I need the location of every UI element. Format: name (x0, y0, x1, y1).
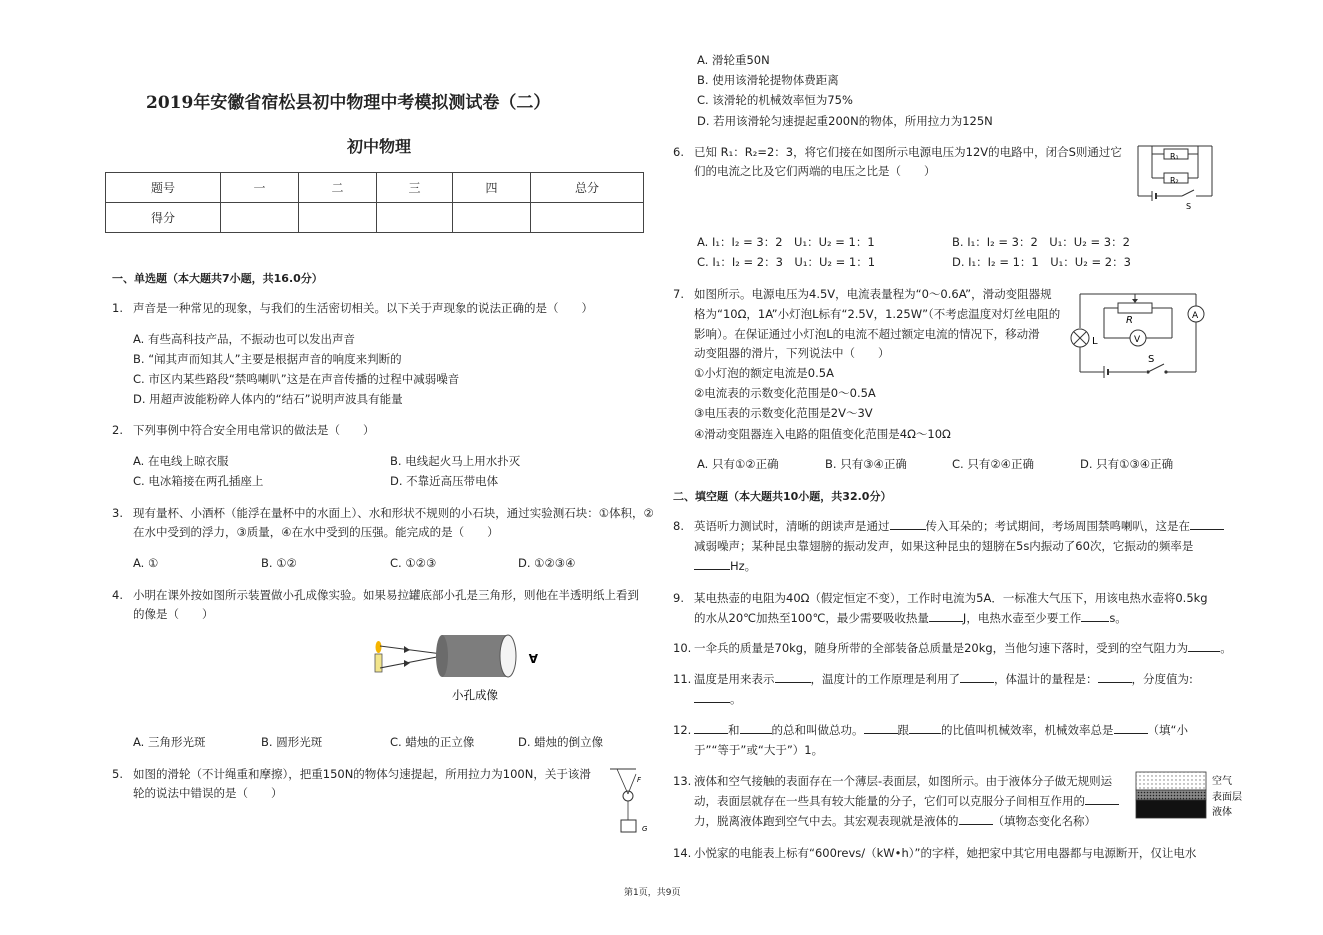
text-segment: 的比值叫机械效率，机械效率总是 (941, 723, 1114, 737)
question-stem-line: 小悦家的电能表上标有“600revs/（kW•h）”的字样，她把家中其它用电器都与电源断开，仅让电水 (694, 846, 1197, 860)
text-segment: 的总和叫做总功。 (771, 723, 864, 737)
table-cell (221, 203, 299, 233)
liquid-label: 液体 (1212, 807, 1232, 818)
rheostat-circuit-figure (1068, 286, 1216, 382)
question-stem-line (694, 689, 742, 709)
option: D. I₁：I₂ = 1：1 U₁：U₂ = 2：3 (952, 255, 1131, 269)
question-stem-line (694, 556, 756, 576)
text-segment: Hz。 (730, 559, 757, 573)
page-subtitle: 初中物理 (347, 137, 412, 156)
figure-caption: 小孔成像 (452, 688, 498, 702)
option: D. ①②③④ (518, 556, 576, 570)
option: A. 滑轮重50N (697, 53, 770, 67)
question-stem-line: 于”“等于”或“大于”）1。 (694, 743, 824, 757)
table-cell: 题号 (106, 173, 221, 203)
answer-blank[interactable] (959, 812, 993, 825)
surface-layer-figure (1134, 770, 1254, 822)
option: B. “闻其声而知其人”主要是根据声音的响度来判断的 (133, 352, 402, 366)
question-stem-line: 们的电流之比及它们两端的电压之比是（ ） (694, 164, 936, 178)
question-stem-line: 如图所示。电源电压为4.5V，电流表量程为“0～0.6A”，滑动变阻器规 (694, 287, 1052, 301)
lamp-label: L (1092, 336, 1098, 347)
text-segment: 跟 (897, 723, 909, 737)
table-cell: 一 (221, 173, 299, 203)
question-stem-line: 小明在课外按如图所示装置做小孔成像实验。如果易拉罐底部小孔是三角形，则他在半透明纸上看到 (133, 588, 639, 602)
parallel-circuit-figure (1132, 140, 1218, 212)
answer-blank[interactable] (1098, 670, 1132, 683)
option: C. 市区内某些路段“禁鸣喇叭”这是在声音传播的过程中减弱噪音 (133, 372, 460, 386)
text-segment: 一伞兵的质量是70kg，随身所带的全部装备总质量是20kg，当他匀速下落时，受到的空气阻力为 (694, 641, 1189, 655)
option: B. 使用该滑轮提物体费距离 (697, 73, 839, 87)
question-stem-line: 现有量杯、小酒杯（能浮在量杯中的水面上）、水和形状不规则的小石块，通过实验测石块：①体积，② (133, 506, 654, 520)
option: D. 用超声波能粉碎人体内的“结石”说明声波具有能量 (133, 392, 403, 406)
answer-blank[interactable] (1188, 639, 1220, 652)
inverted-image-glyph: A (528, 651, 538, 665)
option: C. 电冰箱接在两孔插座上 (133, 474, 264, 488)
voltmeter-label: V (1134, 335, 1141, 345)
question-number: 2. (112, 423, 123, 437)
table-cell: 二 (299, 173, 377, 203)
option: D. 蜡烛的倒立像 (518, 735, 604, 749)
option: B. 只有③④正确 (825, 457, 907, 471)
section-heading: 二、填空题（本大题共10小题，共32.0分） (673, 490, 892, 503)
question-stem-line: 已知 R₁：R₂=2：3，将它们接在如图所示电源电压为12V的电路中，闭合S则通过它 (694, 145, 1122, 159)
option: A. ① (133, 556, 159, 570)
text-segment: 和 (728, 723, 740, 737)
question-stem-line (694, 811, 1096, 831)
weight-label: G (642, 825, 648, 833)
switch-label: S (1148, 354, 1155, 365)
text-segment: 传入耳朵的；考试期间，考场周围禁鸣喇叭，这是在 (925, 519, 1190, 533)
option: B. ①② (261, 556, 297, 570)
text-segment: J，电热水壶至少要工作 (962, 611, 1082, 625)
question-stem: 声音是一种常见的现象，与我们的生活密切相关。以下关于声现象的说法正确的是（ ） (133, 301, 593, 315)
option: D. 只有①③④正确 (1080, 457, 1174, 471)
option: D. 若用该滑轮匀速提起重200N的物体，所用拉力为125N (697, 114, 993, 128)
question-number: 9. (673, 591, 684, 605)
table-cell (377, 203, 453, 233)
text-segment: ，分度值为: (1131, 672, 1193, 686)
table-row (106, 203, 644, 233)
question-stem-line (694, 638, 1232, 658)
question-number: 8. (673, 519, 684, 533)
force-label: F (637, 776, 642, 784)
option: B. 圆形光斑 (261, 735, 323, 749)
table-cell: 三 (377, 173, 453, 203)
question-stem-line (694, 791, 1119, 811)
option: D. 不靠近高压带电体 (390, 474, 499, 488)
score-table (105, 172, 644, 233)
answer-blank[interactable] (1085, 792, 1119, 805)
text-segment: 的水从20℃加热至100℃，最少需要吸收热量 (694, 611, 929, 625)
text-segment: （填物态变化名称） (992, 814, 1096, 828)
air-label: 空气 (1212, 776, 1232, 787)
option: B. I₁：I₂ = 3：2 U₁：U₂ = 3：2 (952, 235, 1130, 249)
section-heading: 一、单选题（本大题共7小题，共16.0分） (112, 272, 323, 285)
surface-layer-label: 表面层 (1212, 792, 1242, 803)
statement: ③电压表的示数变化范围是2V～3V (694, 406, 873, 420)
text-segment: 英语听力测试时，清晰的朗读声是通过 (694, 519, 890, 533)
question-stem-line: 液体和空气接触的表面存在一个薄层-表面层，如图所示。由于液体分子做无规则运 (694, 774, 1113, 788)
question-number: 3. (112, 506, 123, 520)
question-stem-line (694, 720, 1188, 740)
text-segment: 动，表面层就存在一些具有较大能量的分子，它们可以克服分子间相互作用的 (694, 794, 1085, 808)
question-number: 6. (673, 145, 684, 159)
option: B. 电线起火马上用水扑灭 (390, 454, 521, 468)
option: A. 只有①②正确 (697, 457, 779, 471)
answer-blank[interactable] (1081, 609, 1109, 622)
option: C. I₁：I₂ = 2：3 U₁：U₂ = 1：1 (697, 255, 876, 269)
option: A. 三角形光斑 (133, 735, 206, 749)
answer-blank[interactable] (694, 690, 730, 703)
statement: ④滑动变阻器连入电路的阻值变化范围是4Ω～10Ω (694, 427, 951, 441)
question-number: 13. (673, 774, 692, 788)
switch-label: S (1186, 202, 1192, 211)
answer-blank[interactable] (960, 670, 994, 683)
text-segment: ，温度计的工作原理是利用了 (810, 672, 960, 686)
question-number: 7. (673, 287, 684, 301)
answer-blank[interactable] (740, 721, 772, 734)
table-cell: 得分 (106, 203, 221, 233)
table-cell: 总分 (531, 173, 644, 203)
question-stem-line: 动变阻器的滑片，下列说法中（ ） (694, 346, 890, 360)
text-segment: ，体温计的量程是： (994, 672, 1098, 686)
answer-blank[interactable] (909, 721, 941, 734)
question-stem-line: 的像是（ ） (133, 607, 214, 621)
pinhole-camera-figure (368, 632, 558, 712)
option: A. I₁：I₂ = 3：2 U₁：U₂ = 1：1 (697, 235, 875, 249)
r2-label: R₂ (1170, 176, 1179, 185)
question-stem-line (694, 669, 1193, 689)
question-stem-line: 格为“10Ω，1A”小灯泡L标有“2.5V，1.25W”（不考虑温度对灯丝电阻的 (694, 307, 1061, 321)
text-segment: （填“小 (1147, 723, 1188, 737)
option: A. 有些高科技产品，不振动也可以发出声音 (133, 332, 355, 346)
answer-blank[interactable] (864, 721, 898, 734)
table-cell: 四 (453, 173, 531, 203)
question-stem-line: 在水中受到的浮力，③质量，④在水中受到的压强。能完成的是（ ） (133, 525, 499, 539)
question-number: 5. (112, 767, 123, 781)
question-stem-line: 轮的说法中错误的是（ ） (133, 786, 283, 800)
question-number: 10. (673, 641, 692, 655)
pulley-figure (608, 766, 654, 838)
question-number: 12. (673, 723, 692, 737)
question-stem-line: 如图的滑轮（不计绳重和摩擦），把重150N的物体匀速提起，所用拉力为100N，关于该滑 (133, 767, 591, 781)
answer-blank[interactable] (775, 670, 811, 683)
question-number: 11. (673, 672, 692, 686)
question-stem-line: 影响）。在保证通过小灯泡L的电流不超过额定电流的情况下，移动滑 (694, 327, 1040, 341)
question-stem: 下列事例中符合安全用电常识的做法是（ ） (133, 423, 375, 437)
option: A. 在电线上晾衣服 (133, 454, 229, 468)
page-footer: 第1页，共9页 (624, 888, 681, 898)
text-segment: 。 (730, 692, 742, 706)
text-segment: 温度是用来表示 (694, 672, 775, 686)
statement: ①小灯泡的额定电流是0.5A (694, 366, 834, 380)
option: C. 蜡烛的正立像 (390, 735, 475, 749)
r1-label: R₁ (1170, 152, 1179, 161)
answer-blank[interactable] (929, 609, 963, 622)
rheostat-label: R (1126, 315, 1133, 326)
question-stem-line: 某电热壶的电阻为40Ω（假定恒定不变），工作时电流为5A．一标准大气压下，用该电热水壶将0.5kg (694, 591, 1208, 605)
question-number: 1. (112, 301, 123, 315)
text-segment: 。 (1220, 641, 1232, 655)
question-number: 14. (673, 846, 692, 860)
answer-blank[interactable] (1114, 721, 1148, 734)
ammeter-label: A (1192, 311, 1199, 321)
answer-blank[interactable] (694, 721, 728, 734)
text-segment: s。 (1109, 611, 1127, 625)
table-cell (299, 203, 377, 233)
option: C. ①②③ (390, 556, 437, 570)
table-cell (531, 203, 644, 233)
statement: ②电流表的示数变化范围是0～0.5A (694, 386, 876, 400)
answer-blank[interactable] (1190, 517, 1224, 530)
question-stem-line (694, 608, 1127, 628)
text-segment: 力，脱离液体跑到空气中去。其宏观表现就是液体的 (694, 814, 959, 828)
table-cell (453, 203, 531, 233)
question-number: 4. (112, 588, 123, 602)
question-stem-line: 减弱噪声；某种昆虫靠翅膀的振动发声，如果这种昆虫的翅膀在5s内振动了60次，它振动的频率是 (694, 539, 1194, 553)
page-title: 2019年安徽省宿松县初中物理中考模拟测试卷（二） (146, 93, 551, 113)
option: C. 该滑轮的机械效率恒为75% (697, 93, 853, 107)
answer-blank[interactable] (890, 517, 926, 530)
answer-blank[interactable] (694, 557, 730, 570)
question-stem-line (694, 516, 1224, 536)
option: C. 只有②④正确 (952, 457, 1034, 471)
table-row (106, 173, 644, 203)
